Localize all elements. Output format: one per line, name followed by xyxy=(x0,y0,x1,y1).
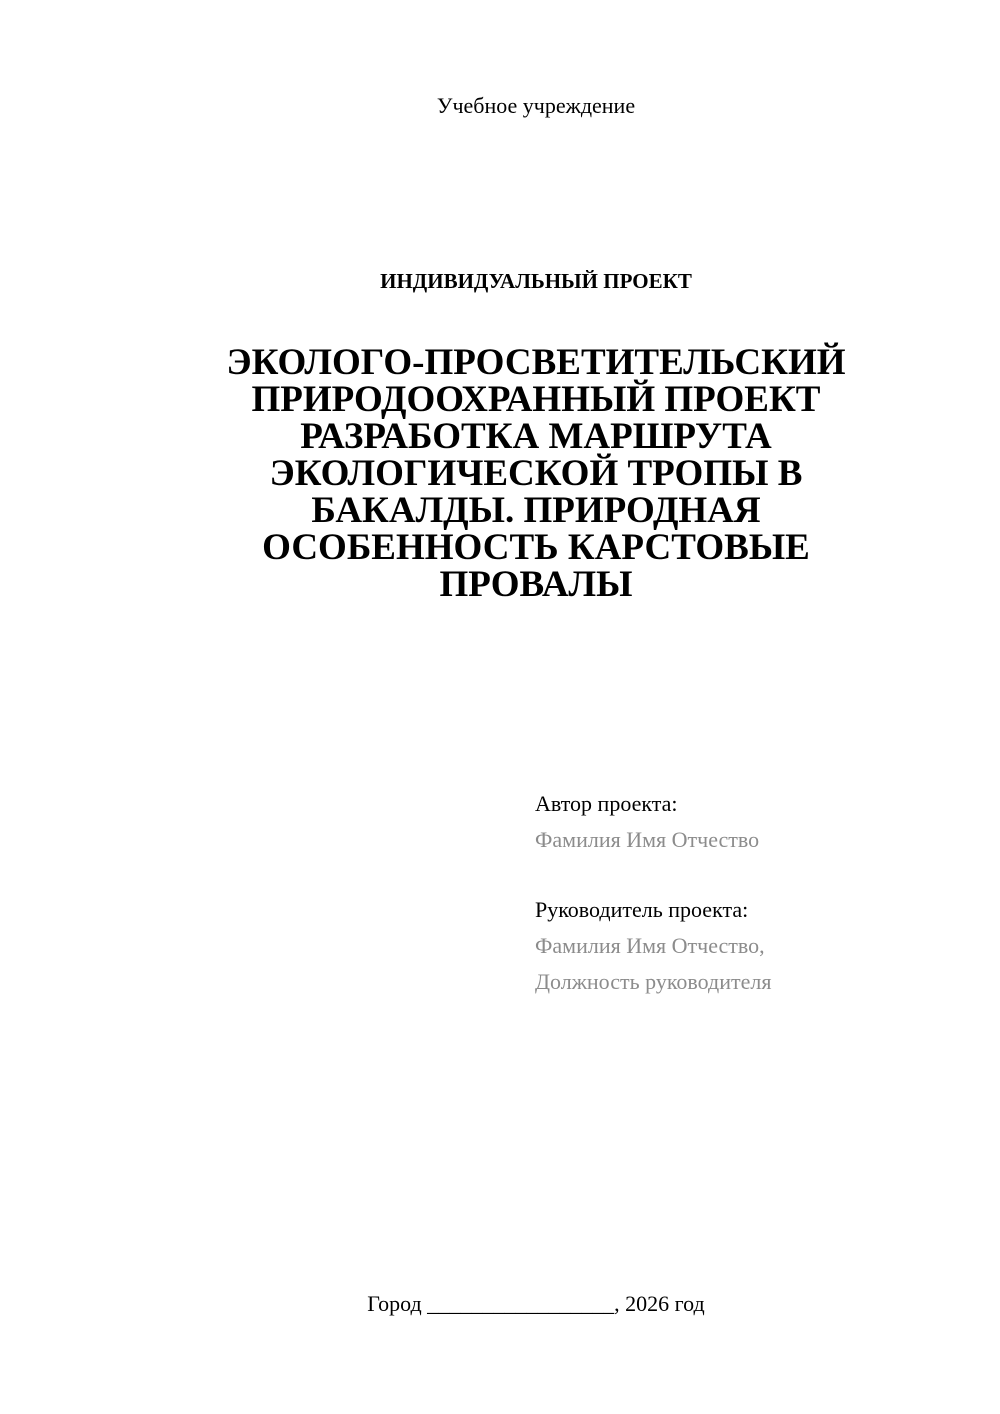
title-line: ЭКОЛОГО-ПРОСВЕТИТЕЛЬСКИЙ xyxy=(226,342,846,383)
title-line: БАКАЛДЫ. ПРИРОДНАЯ xyxy=(311,490,761,531)
author-label: Автор проекта: xyxy=(535,791,678,816)
city-year-line: Город _________________, 2026 год xyxy=(367,1291,705,1316)
title-line: ПРИРОДООХРАННЫЙ ПРОЕКТ xyxy=(251,379,821,420)
institution-name: Учебное учреждение xyxy=(436,93,636,118)
supervisor-label: Руководитель проекта: xyxy=(535,897,749,922)
supervisor-name: Фамилия Имя Отчество, xyxy=(535,933,765,958)
supervisor-block xyxy=(535,892,975,1000)
author-name: Фамилия Имя Отчество xyxy=(535,827,760,852)
title-line: ЭКОЛОГИЧЕСКОЙ ТРОПЫ В xyxy=(269,453,803,494)
author-block xyxy=(535,786,975,858)
project-title xyxy=(186,344,886,603)
title-line: ОСОБЕННОСТЬ КАРСТОВЫЕ xyxy=(262,527,810,568)
supervisor-position: Должность руководителя xyxy=(535,969,772,994)
title-line: ПРОВАЛЫ xyxy=(439,564,633,605)
project-type: ИНДИВИДУАЛЬНЫЙ ПРОЕКТ xyxy=(380,269,692,293)
title-line: РАЗРАБОТКА МАРШРУТА xyxy=(300,416,772,457)
